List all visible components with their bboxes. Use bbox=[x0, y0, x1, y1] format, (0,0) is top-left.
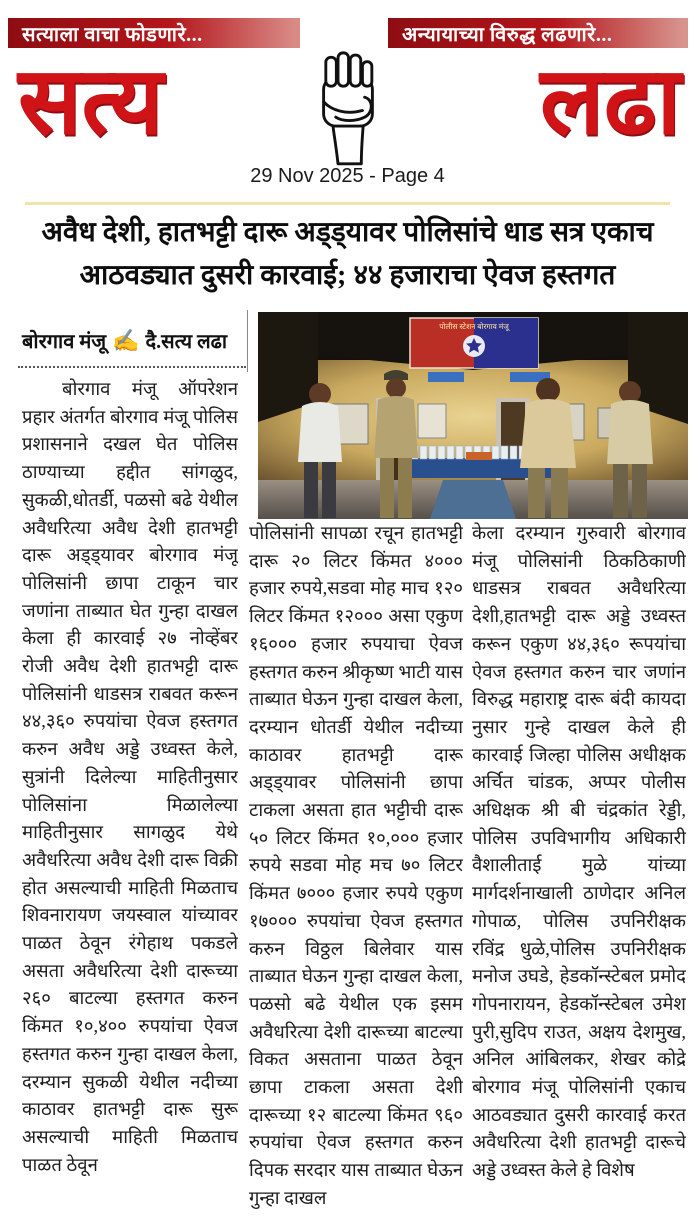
tagline-right-text: अन्यायाच्या विरुद्ध लढणारे... bbox=[402, 23, 613, 46]
byline-location: बोरगाव मंजू bbox=[22, 331, 107, 353]
article-paragraph-2: पोलिसांनी सापळा रचून हातभट्टी दारू २० लिटर किंमत ४००० हजार रुपये,सडवा मोह माच १२० लिटर किंमत १२००० असा एकुण १६००० हजार रुपयाचा ऐवज हस्तगत करुन श्रीकृष्ण भाटी यास ताब्यात घेऊन गुन्हा दाखल केला, दरम्यान धोतर्डी येथील नदीच्या काठावर हातभट्टी दारू अड्ड्यावर पोलिसांनी छापा टाकला असता हात भट्टीची दारू ५० लिटर किंमत १०,००० हजार रुपये सडवा मोह मच ७० लिटर किंमत ७००० हजार रुपये एकुण १७००० रुपयांचा ऐवज हस्तगत करुन विठ्ठल बिलेवार यास ताब्यात घेऊन गुन्हा दाखल केला, पळसो बढे येथील एक इसम अवैधरित्या देशी दारूच्या बाटल्या विकत असताना पाळत ठेवून छापा टाकला असता देशी दारूच्या १२ बाटल्या किंमत ९६० रुपयांचा ऐवज हस्तगत करुन दिपक सरदार यास ताब्यात घेऊन गुन्हा दाखल bbox=[249, 524, 463, 1209]
byline bbox=[22, 327, 244, 354]
article-paragraph-3: केला दरम्यान गुरुवारी बोरगाव मंजू पोलिसांनी ठिकठिकाणी धाडसत्र राबवत अवैधरित्या देशी,हातभट्टी दारू अड्डे उध्वस्त करून एकुण ४४,३६० रूपयांचा ऐवज हस्तगत करुन चार जणांन विरुद्ध महाराष्ट्र दारू बंदी कायदा नुसार गुन्हे दाखल केले ही कारवाई जिल्हा पोलिस अधीक्षक अर्चित चांडक, अप्पर पोलीस अधिक्षक श्री बी चंद्रकांत रेड्डी, पोलिस उपविभागीय अधिकारी वैशालीताई मुळे यांच्या मार्गदर्शनाखाली ठाणेदार अनिल गोपाळ, पोलिस उपनिरीक्षक रविंद्र धुळे,पोलिस उपनिरीक्षक मनोज उघडे, हेडकॉन्स्टेबल प्रमोद गोपनारायन, हेडकॉन्स्टेबल उमेश पुरी,सुदिप राउत, अक्षय देशमुख, अनिल आंबिलकर, शेखर कोद्रे बोरगाव मंजू पोलिसांनी एकाच आठवड्यात दुसरी कारवाई करत अवैधरित्या देशी हातभट्टी दारूचे अड्डे उध्वस्त केले हे विशेष bbox=[472, 524, 686, 1182]
raised-fist-icon bbox=[305, 44, 391, 166]
news-photo-scene bbox=[258, 312, 688, 519]
byline-photo-divider bbox=[247, 310, 248, 372]
article-column-3 bbox=[472, 521, 686, 1221]
date-page-line: 29 Nov 2025 - Page 4 bbox=[250, 165, 445, 187]
headline-line-2: आठवड्यात दुसरी कारवाई; ४४ हजाराचा ऐवज हस्तगत bbox=[79, 260, 616, 291]
writing-hand-icon: ✍ bbox=[112, 327, 140, 353]
masthead-title-left: सत्य bbox=[18, 50, 164, 154]
svg-text:पोलीस स्टेशन बोरगाव मंजू: पोलीस स्टेशन बोरगाव मंजू bbox=[439, 322, 509, 331]
gold-divider-rule bbox=[25, 202, 670, 205]
police-station-sign bbox=[410, 318, 538, 368]
byline-dotted-rule bbox=[18, 366, 246, 368]
masthead bbox=[0, 42, 695, 167]
headline-line-1: अवैध देशी, हातभट्टी दारू अड्ड्यावर पोलिसांचे धाड सत्र एकाच bbox=[41, 217, 654, 248]
article-column-1 bbox=[22, 377, 238, 1219]
news-photo bbox=[258, 312, 688, 519]
tagline-left-text: सत्याला वाचा फोडणारे... bbox=[22, 23, 203, 46]
byline-source: दै.सत्य लढा bbox=[145, 331, 228, 353]
article-paragraph-1: बोरगाव मंजू ऑपरेशन प्रहार अंतर्गत बोरगाव मंजू पोलिस प्रशासनाने दखल घेत पोलिस ठाण्याच्या हद्दीत सांगळुद, सुकळी,धोतर्डी, पळसो बढे येथील अवैधरित्या अवैध देशी हातभट्टी दारू अड्ड्यावर बोरगाव मंजू पोलिसांनी छापा टाकून चार जणांना ताब्यात घेत गुन्हा दाखल केला ही कारवाई २७ नोव्हेंबर रोजी अवैध देशी हातभट्टी दारू पोलिसांनी धाडसत्र राबवत करून ४४,३६० रुपयांचा ऐवज हस्तगत करुन अवैध अड्डे उध्वस्त केले, सुत्रांनी दिलेल्या माहितीनुसार पोलिसांना मिळालेल्या माहितीनुसार सागळुद येथे अवैधरित्या अवैध देशी दारू विक्री होत असल्याची माहिती मिळताच शिवनारायण जयस्वाल यांच्यावर पाळत ठेवून रंगेहाथ पकडले असता अवैधरित्या देशी दारूच्या २६० बाटल्या हस्तगत करुन किंमत १०,४०० रुपयांचा ऐवज हस्तगत करुन गुन्हा दाखल केला, दरम्यान सुकळी येथील नदीच्या काठावर हातभट्टी दारू सुरू असल्याची माहिती मिळताच पाळत ठेवून bbox=[22, 380, 238, 1176]
headline bbox=[0, 211, 695, 297]
article-column-2 bbox=[249, 521, 463, 1221]
masthead-title-right: लढा bbox=[539, 50, 681, 154]
